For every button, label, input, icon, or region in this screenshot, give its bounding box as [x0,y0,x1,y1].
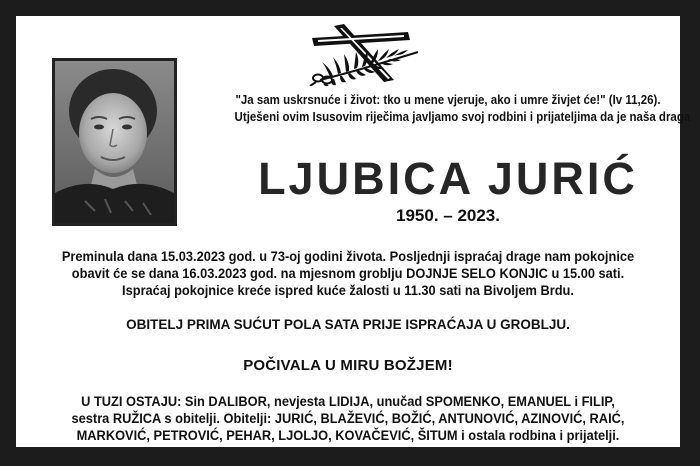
funeral-announcement [42,248,654,299]
quote-line: "Ja sam uskrsnuće i život: tko u mene vjeruje, ako i umre živjet će!" (Iv 11,26). [235,93,661,107]
rest-in-peace: POČIVALA U MIRU BOŽJEM! [243,357,453,374]
mourners-list [38,393,657,444]
condolence-notice: OBITELJ PRIMA SUĆUT POLA SATA PRIJE ISPRAĆAJA U GROBLJU. [126,317,570,332]
announcement-line: obavit će se dana 16.03.2023 god. na mjesnom groblju DOJNJE SELO KONJIC u 15.00 sati. [71,266,625,281]
deceased-name: LJUBICA JURIĆ [258,153,638,204]
mourners-line: sestra RUŽICA s obitelji. Obitelji: JURIĆ, BLAŽEVIĆ, BOŽIĆ, ANTUNOVIĆ, AZINOVIĆ, RAIĆ, [71,411,625,426]
mourners-line: U TUZI OSTAJU: Sin DALIBOR, nevjesta LIDIJA, unučad SPOMENKO, EMANUEL i FILIP, [81,394,615,409]
announcement-line: Ispraćaj pokojnice kreće ispred kuće žalosti u 11.30 sati na Bivoljem Brdu. [122,283,574,298]
obituary-notice [16,16,691,447]
portrait-photo [52,58,177,226]
life-years: 1950. – 2023. [396,206,500,225]
cross-with-palm-branch-icon [300,22,422,86]
intro-line: Utješeni ovim Isusovim riječima javljamo svoj rodbini i prijateljima da je naša draga [234,110,691,124]
mourners-line: MARKOVIĆ, PETROVIĆ, PEHAR, LJOLJO, KOVAČEVIĆ, ŠITUM i ostala rodbina i prijatelji. [76,428,620,443]
announcement-line: Preminula dana 15.03.2023 god. u 73-oj godini života. Posljednji ispraćaj drage nam pokojnice [61,249,635,264]
bible-quote [234,92,691,126]
